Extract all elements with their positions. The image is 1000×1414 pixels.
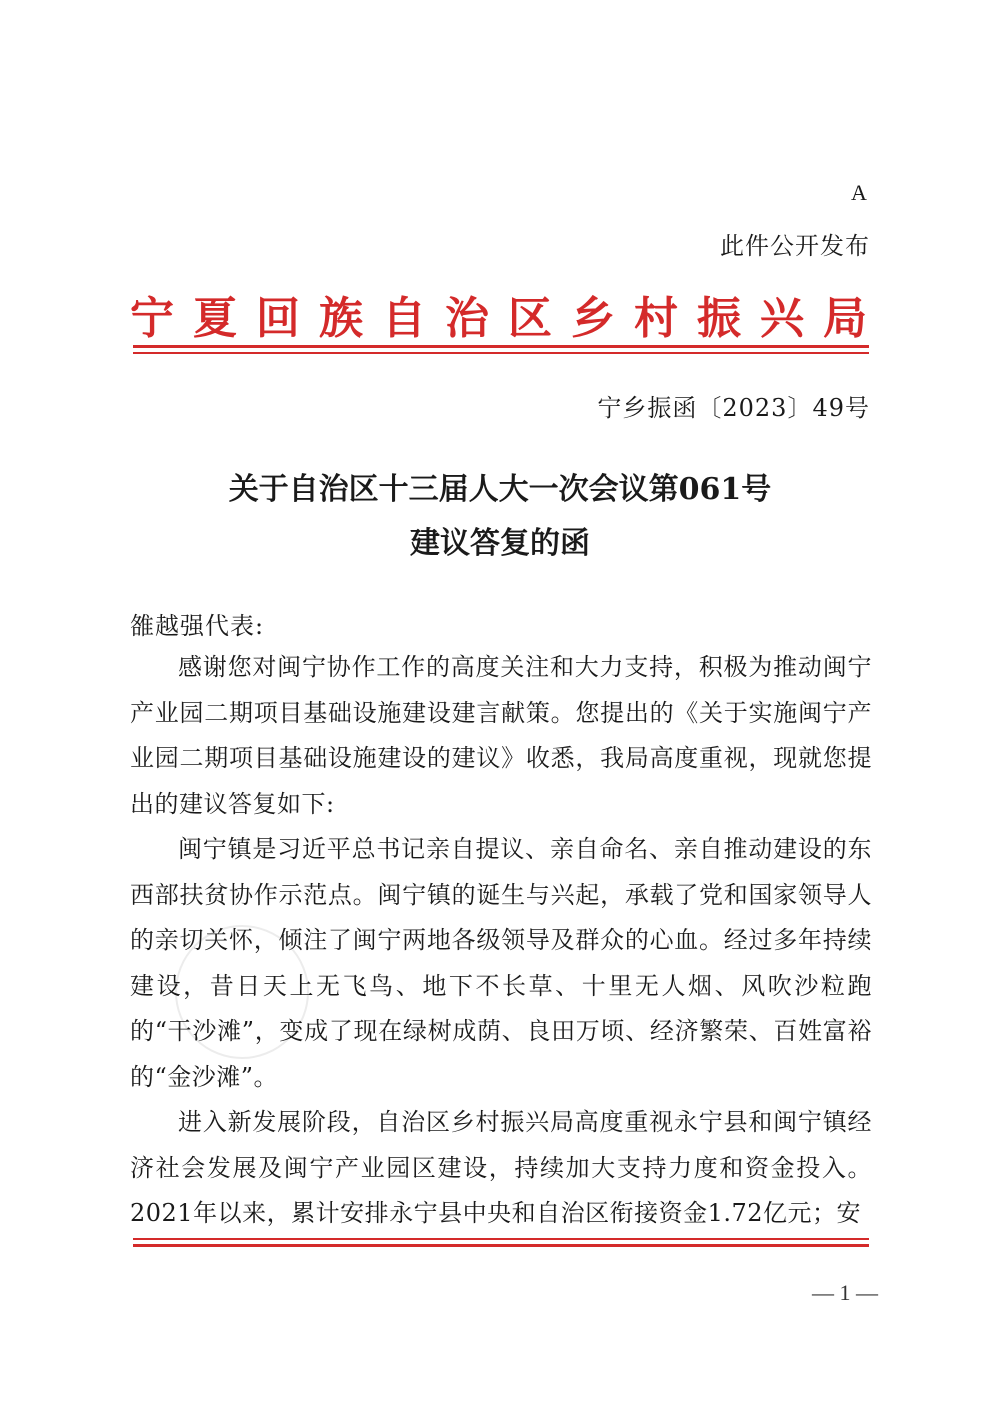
- body-paragraph-2: 闽宁镇是习近平总书记亲自提议、亲自命名、亲自推动建设的东西部扶贫协作示范点。闽宁镇的诞生与兴起，承载了党和国家领导人的亲切关怀，倾注了闽宁两地各级领导及群众的心血。经过多年持续建设，昔日天上无飞鸟、地下不长草、十里无人烟、风吹沙粒跑的“干沙滩”，变成了现在绿树成荫、良田万顷、经济繁荣、百姓富裕的“金沙滩”。: [130, 835, 872, 1091]
- salutation: 雒越强代表:: [130, 612, 265, 640]
- body-paragraph-1: 感谢您对闽宁协作工作的高度关注和大力支持，积极为推动闽宁产业园二期项目基础设施建设建言献策。您提出的《关于实施闽宁产业园二期项目基础设施建设的建议》收悉，我局高度重视，现就您提出的建议答复如下:: [130, 653, 872, 818]
- header-red-rule-bottom: [133, 352, 869, 354]
- body-paragraph-3: 进入新发展阶段，自治区乡村振兴局高度重视永宁县和闽宁镇经济社会发展及闽宁产业园区建设，持续加大支持力度和资金投入。2021年以来，累计安排永宁县中央和自治区衔接资金1.72亿元；安: [130, 1108, 872, 1228]
- issuing-organization: 宁夏回族自治区乡村振兴局: [130, 293, 886, 344]
- document-title-line-2: 建议答复的函: [410, 526, 590, 561]
- page-number: — 1 —: [812, 1280, 878, 1305]
- security-grade: A: [851, 180, 867, 205]
- release-note: 此件公开发布: [720, 232, 870, 260]
- footer-red-rule-top: [133, 1238, 869, 1240]
- document-number: 宁乡振函〔2023〕49号: [597, 394, 870, 422]
- document-title-line-1: 关于自治区十三届人大一次会议第061号: [228, 472, 772, 507]
- footer-red-rule-bottom: [133, 1244, 869, 1247]
- header-red-rule-top: [133, 345, 869, 348]
